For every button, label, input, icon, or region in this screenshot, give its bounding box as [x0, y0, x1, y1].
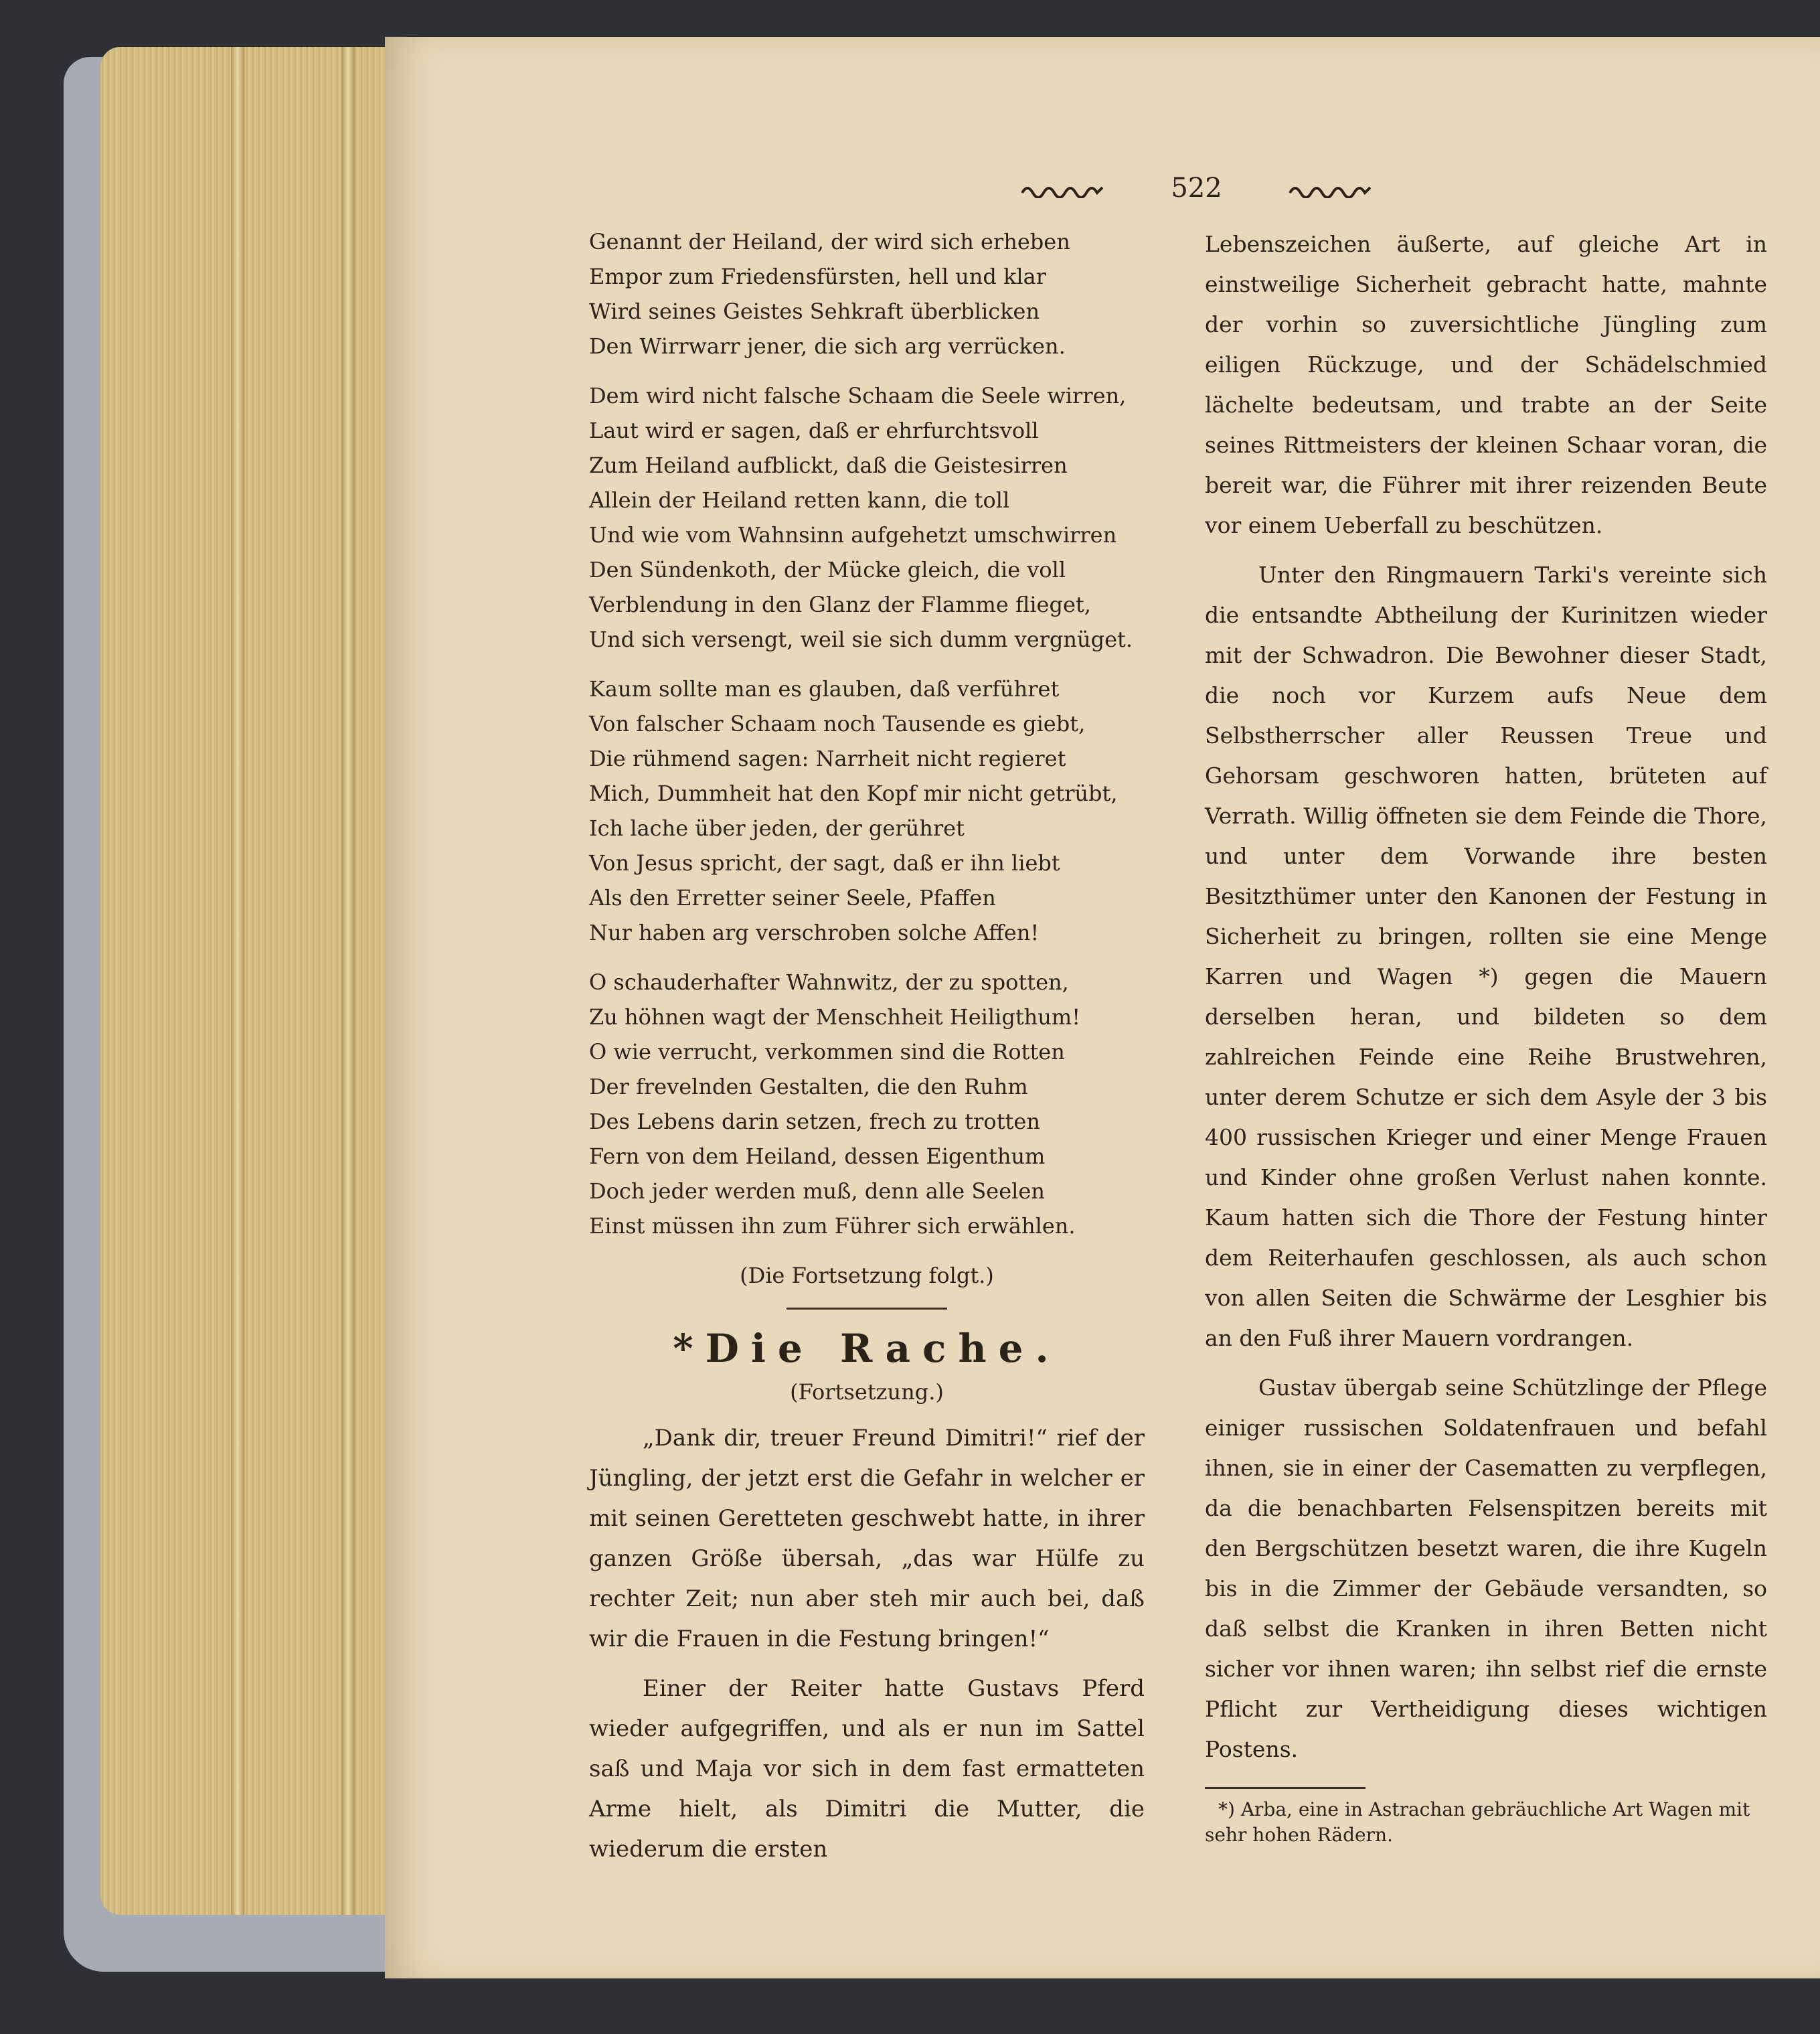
verse-line: Mich, Dummheit hat den Kopf mir nicht getrübt, [589, 781, 1118, 806]
verse-line: Den Wirrwarr jener, die sich arg verrücken. [589, 333, 1066, 359]
poem [589, 224, 1145, 1293]
footnote: *) Arba, eine in Astrachan gebräuchliche Art Wagen mit sehr hohen Rädern. [1205, 1798, 1750, 1846]
section-divider [787, 1308, 947, 1310]
paragraph: Gustav übergab seine Schützlinge der Pflege einiger russischen Soldatenfrauen und befahl ihnen, sie in einer der Casematten zu verpflegen, da die benachbarten Felsenspitzen bereits mit den Bergschützen besetzt waren, die ihre Kugeln bis in die Zimmer der Gebäude versandten, so daß selbst die Kranken in ihren Betten nicht sicher vor ihnen waren; ihn selbst rief die ernste Pflicht zur Vertheidigung dieses wichtigen Postens. [1205, 1375, 1767, 1762]
verse-line: Der frevelnden Gestalten, die den Ruhm [589, 1074, 1028, 1099]
verse-line: Laut wird er sagen, daß er ehrfurchtsvoll [589, 418, 1039, 443]
verse-line: Wird seines Geistes Sehkraft überblicken [589, 299, 1040, 324]
verse-line: O schauderhafter Wahnwitz, der zu spotten, [589, 969, 1069, 995]
story-subtitle: (Fortsetzung.) [790, 1379, 944, 1405]
stanza [589, 965, 1145, 1243]
verse-line: Die rühmend sagen: Narrheit nicht regieret [589, 746, 1066, 771]
verse-line: Und sich versengt, weil sie sich dumm vergnüget. [589, 627, 1133, 652]
verse-line: Doch jeder werden muß, denn alle Seelen [589, 1178, 1045, 1204]
paragraph: Lebenszeichen äußerte, auf gleiche Art in einstweilige Sicherheit gebracht hatte, mahnte der vorhin so zuversichtliche Jüngling zum eiligen Rückzuge, und der Schädelschmied lächelte bedeutsam, und trabte an der Seite seines Rittmeisters der kleinen Schaar voran, die bereit war, die Führer mit ihrer reizenden Beute vor einem Ueberfall zu beschützen. [1205, 231, 1767, 538]
verse-line: Kaum sollte man es glauben, daß verführet [589, 676, 1060, 702]
verse-line: Den Sündenkoth, der Mücke gleich, die voll [589, 557, 1066, 582]
page-number: 522 [1171, 173, 1222, 204]
page-edges [100, 47, 395, 1915]
verse-line: Nur haben arg verschroben solche Affen! [589, 920, 1040, 945]
verse-line: Von Jesus spricht, der sagt, daß er ihn liebt [589, 850, 1060, 876]
paragraph: „Dank dir, treuer Freund Dimitri!“ rief der Jüngling, der jetzt erst die Gefahr in welcher er mit seinen Geretteten geschwebt hatte, in ihrer ganzen Größe übersah, „das war Hülfe zu rechter Zeit; nun aber steh mir auch bei, daß wir die Frauen in die Festung bringen!“ [589, 1425, 1145, 1652]
verse-line: Einst müssen ihn zum Führer sich erwählen. [589, 1213, 1076, 1239]
paragraph: Unter den Ringmauern Tarki's vereinte sich die entsandte Abtheilung der Kurinitzen wieder mit der Schwadron. Die Bewohner dieser Stadt, die noch vor Kurzem aufs Neue dem Selbstherrscher aller Reussen Treue und Gehorsam geschworen hatten, brüteten auf Verrath. Willig öffneten sie dem Feinde die Thore, und unter dem Vorwande ihre besten Besitzthümer unter den Kanonen der Festung in Sicherheit zu bringen, rollten sie eine Menge Karren und Wagen *) gegen die Mauern derselben heran, und bildeten so dem zahlreichen Feinde eine Reihe Brustwehren, unter derem Schutze er sich dem Asyle der 3 bis 400 russischen Krieger und einer Menge Frauen und Kinder ohne großen Verlust nahen konnte. Kaum hatten sich die Thore der Festung hinter dem Reiterhaufen geschlossen, als auch schon von allen Seiten die Schwärme der Lesghier bis an den Fuß ihrer Mauern vordrangen. [1205, 562, 1767, 1351]
stanza [589, 672, 1145, 950]
verse-line: Empor zum Friedensfürsten, hell und klar [589, 264, 1047, 289]
verse-line: Zu höhnen wagt der Menschheit Heiligthum! [589, 1004, 1081, 1030]
verse-line: Als den Erretter seiner Seele, Pfaffen [589, 885, 996, 911]
verse-line: Und wie vom Wahnsinn aufgehetzt umschwirren [589, 522, 1117, 548]
verse-line: Verblendung in den Glanz der Flamme flieget, [589, 592, 1091, 617]
stanza [589, 224, 1145, 364]
ornament-left-icon [1021, 181, 1104, 198]
verse-line: Zum Heiland aufblickt, daß die Geistesirren [589, 453, 1068, 478]
ornament-right-icon [1289, 181, 1372, 198]
page-header [1021, 173, 1372, 206]
verse-line: Von falscher Schaam noch Tausende es giebt, [589, 711, 1086, 736]
verse-line: Des Lebens darin setzen, frech zu trotten [589, 1109, 1040, 1134]
verse-line: O wie verrucht, verkommen sind die Rotten [589, 1039, 1065, 1065]
continuation-note: (Die Fortsetzung folgt.) [740, 1263, 994, 1288]
right-column [1205, 224, 1767, 1848]
verse-line: Allein der Heiland retten kann, die toll [589, 487, 1010, 513]
left-column [589, 224, 1145, 1869]
footnote-divider [1205, 1787, 1366, 1789]
verse-line: Genannt der Heiland, der wird sich erheben [589, 229, 1070, 254]
verse-line: Fern von dem Heiland, dessen Eigenthum [589, 1144, 1046, 1169]
verse-line: Dem wird nicht falsche Schaam die Seele wirren, [589, 383, 1127, 408]
verse-line: Ich lache über jeden, der gerühret [589, 815, 965, 841]
story-title: *Die Rache. [673, 1326, 1061, 1371]
stanza [589, 378, 1145, 657]
paragraph: Einer der Reiter hatte Gustavs Pferd wieder aufgegriffen, und als er nun im Sattel saß und Maja vor sich in dem fast ermatteten Arme hielt, als Dimitri die Mutter, die wiederum die ersten [589, 1675, 1145, 1863]
